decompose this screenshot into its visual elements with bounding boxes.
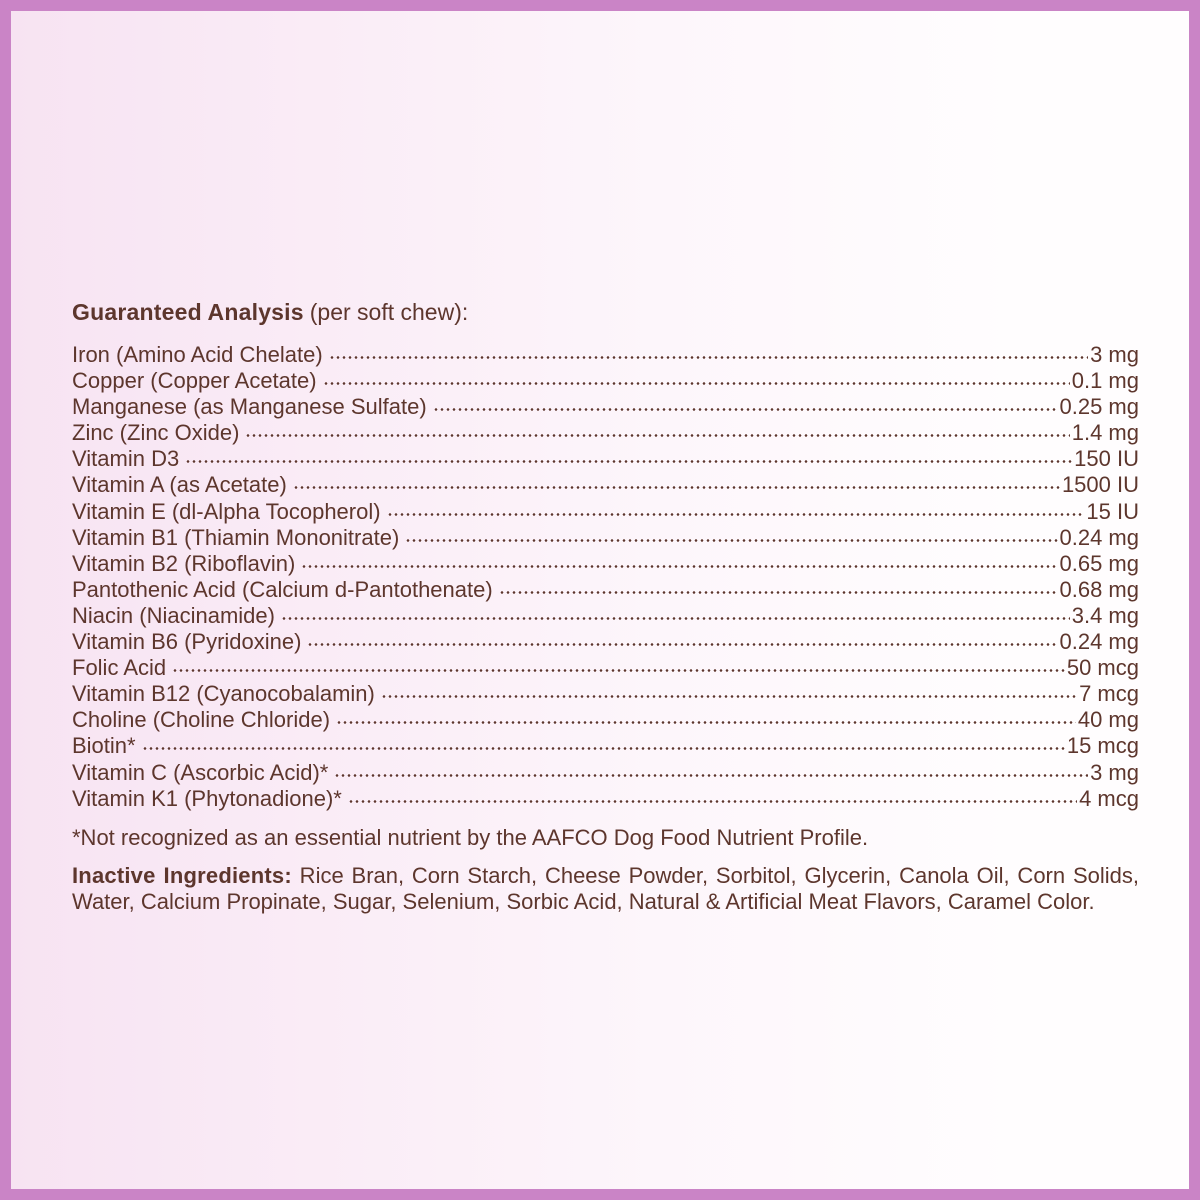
- nutrient-name: Vitamin B1 (Thiamin Mononitrate): [72, 524, 400, 550]
- nutrient-name: Vitamin A (as Acetate): [72, 472, 287, 498]
- nutrient-name: Copper (Copper Acetate): [72, 368, 317, 394]
- dot-leader: [499, 590, 1058, 597]
- nutrient-amount: 1.4 mg: [1071, 420, 1139, 446]
- nutrient-name: Niacin (Niacinamide): [72, 602, 275, 628]
- section-title: [72, 299, 1139, 325]
- dot-leader: [142, 746, 1065, 753]
- dot-leader: [387, 512, 1085, 519]
- dot-leader: [348, 799, 1077, 806]
- dot-leader: [293, 485, 1060, 492]
- analysis-row: [72, 760, 1139, 786]
- analysis-row: [72, 342, 1139, 368]
- dot-leader: [329, 355, 1088, 362]
- section-title-qualifier: (per soft chew):: [309, 299, 469, 325]
- analysis-row: [72, 394, 1139, 420]
- dot-leader: [334, 773, 1088, 780]
- analysis-list: [72, 342, 1139, 812]
- nutrient-name: Vitamin B12 (Cyanocobalamin): [72, 681, 375, 707]
- nutrient-amount: 3 mg: [1090, 342, 1139, 367]
- analysis-row: [72, 733, 1139, 759]
- nutrient-amount: 3.4 mg: [1071, 602, 1139, 628]
- inactive-ingredients: [72, 863, 1139, 915]
- nutrient-amount: 15 IU: [1086, 498, 1139, 524]
- footnote: *Not recognized as an essential nutrient by the AAFCO Dog Food Nutrient Profile.: [72, 824, 869, 850]
- dot-leader: [433, 407, 1058, 414]
- nutrient-amount: 40 mg: [1077, 707, 1139, 733]
- nutrient-amount: 0.68 mg: [1059, 576, 1139, 602]
- nutrient-name: Vitamin K1 (Phytonadione)*: [72, 785, 342, 811]
- nutrient-name: Vitamin C (Ascorbic Acid)*: [72, 759, 329, 785]
- analysis-row: [72, 472, 1139, 498]
- nutrient-name: Biotin*: [72, 733, 136, 759]
- nutrient-name: Iron (Amino Acid Chelate): [72, 342, 323, 367]
- dot-leader: [405, 538, 1057, 545]
- nutrient-amount: 50 mcg: [1066, 655, 1139, 681]
- nutrient-amount: 0.24 mg: [1059, 524, 1139, 550]
- nutrient-name: Choline (Choline Chloride): [72, 707, 331, 733]
- section-title-main: Guaranteed Analysis: [72, 299, 304, 325]
- nutrient-name: Manganese (as Manganese Sulfate): [72, 394, 427, 420]
- dot-leader: [172, 668, 1065, 675]
- nutrient-name: Vitamin B6 (Pyridoxine): [72, 629, 302, 655]
- nutrient-amount: 15 mcg: [1066, 733, 1139, 759]
- nutrient-amount: 1500 IU: [1061, 472, 1139, 498]
- nutrient-name: Vitamin B2 (Riboflavin): [72, 550, 296, 576]
- label-content: [11, 11, 1189, 915]
- dot-leader: [336, 720, 1076, 727]
- inactive-ingredients-heading: Inactive Ingredients:: [72, 862, 292, 888]
- dot-leader: [185, 459, 1072, 466]
- nutrient-name: Pantothenic Acid (Calcium d-Pantothenate): [72, 576, 493, 602]
- dot-leader: [301, 564, 1057, 571]
- analysis-row: [72, 577, 1139, 603]
- dot-leader: [381, 694, 1077, 701]
- nutrient-amount: 3 mg: [1090, 759, 1139, 785]
- dot-leader: [245, 433, 1069, 440]
- nutrient-name: Folic Acid: [72, 655, 167, 681]
- dot-leader: [307, 642, 1057, 649]
- analysis-row: [72, 525, 1139, 551]
- analysis-row: [72, 655, 1139, 681]
- analysis-row: [72, 707, 1139, 733]
- analysis-row: [72, 420, 1139, 446]
- analysis-row: [72, 629, 1139, 655]
- nutrient-name: Vitamin D3: [72, 446, 180, 472]
- analysis-row: [72, 499, 1139, 525]
- analysis-row: [72, 446, 1139, 472]
- analysis-row: [72, 603, 1139, 629]
- analysis-row: [72, 786, 1139, 812]
- analysis-row: [72, 368, 1139, 394]
- nutrient-name: Vitamin E (dl-Alpha Tocopherol): [72, 498, 381, 524]
- dot-leader: [323, 381, 1070, 388]
- dot-leader: [281, 616, 1070, 623]
- analysis-row: [72, 551, 1139, 577]
- nutrient-amount: 0.24 mg: [1059, 629, 1139, 655]
- inactive-ingredients-text: Rice Bran, Corn Starch, Cheese Powder, Sorbitol, Glycerin, Canola Oil, Corn Solids, Water, Calcium Propinate, Sugar, Selenium, Sorbic Acid, Natural & Artificial Meat Flavors, Caramel Color.: [72, 862, 1139, 914]
- analysis-row: [72, 681, 1139, 707]
- nutrient-amount: 0.65 mg: [1059, 550, 1139, 576]
- nutrient-amount: 0.1 mg: [1071, 368, 1139, 394]
- nutrient-amount: 150 IU: [1074, 446, 1139, 472]
- nutrient-name: Zinc (Zinc Oxide): [72, 420, 240, 446]
- nutrient-amount: 7 mcg: [1079, 681, 1139, 707]
- nutrient-amount: 0.25 mg: [1059, 394, 1139, 420]
- nutrient-amount: 4 mcg: [1079, 785, 1139, 811]
